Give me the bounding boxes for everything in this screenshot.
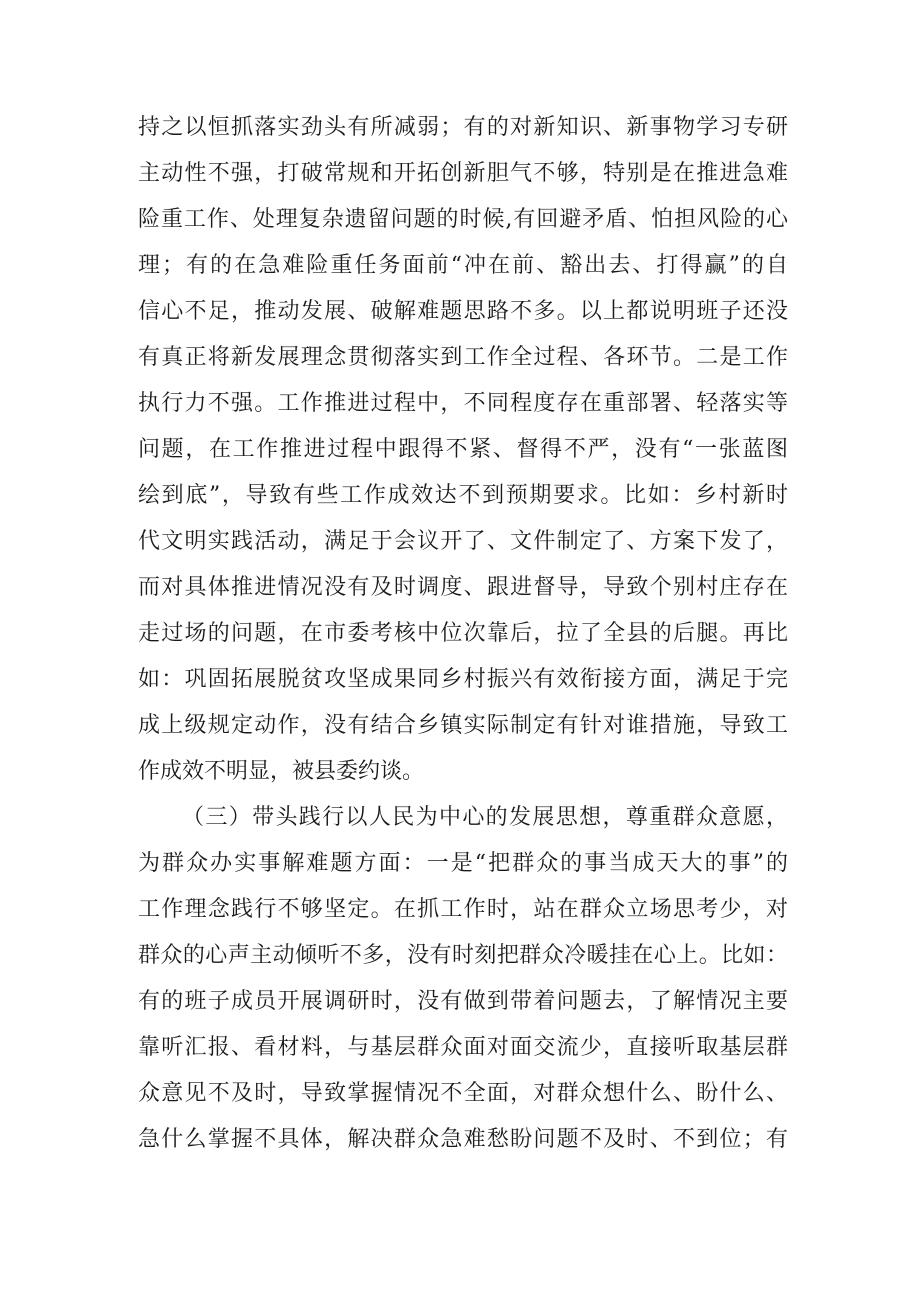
text-line: 信心不足，推动发展、破解难题思路不多。以上都说明班子还没 [138,299,788,324]
text-line: 代文明实践活动，满足于会议开了、文件制定了、方案下发了， [138,529,788,554]
text-line: 而对具体推进情况没有及时调度、跟进督导，导致个别村庄存在 [138,575,788,600]
text-line: 问题，在工作推进过程中跟得不紧、督得不严，没有“一张蓝图 [138,437,788,462]
text-line: 作成效不明显，被县委约谈。 [138,759,425,784]
text-line: 群众的心声主动倾听不多，没有时刻把群众冷暖挂在心上。比如： [138,943,788,968]
text-line: 如：巩固拓展脱贫攻坚成果同乡村振兴有效衔接方面，满足于完 [138,667,788,692]
text-line: 险重工作、处理复杂遗留问题的时候,有回避矛盾、怕担风险的心 [138,207,788,232]
text-line: 急什么掌握不具体，解决群众急难愁盼问题不及时、不到位；有 [138,1127,788,1152]
text-line: 靠听汇报、看材料，与基层群众面对面交流少，直接听取基层群 [138,1035,788,1060]
text-line: 理；有的在急难险重任务面前“冲在前、豁出去、打得赢”的自 [138,253,788,278]
text-line: （三）带头践行以人民为中心的发展思想，尊重群众意愿， [182,805,788,830]
paragraph-1 [138,105,788,795]
text-line: 执行力不强。工作推进过程中，不同程度存在重部署、轻落实等 [138,391,788,416]
text-line: 走过场的问题，在市委考核中位次靠后，拉了全县的后腿。再比 [138,621,788,646]
text-line: 有真正将新发展理念贯彻落实到工作全过程、各环节。二是工作 [138,345,788,370]
text-line: 主动性不强，打破常规和开拓创新胆气不够，特别是在推进急难 [138,161,788,186]
text-line: 绘到底”，导致有些工作成效达不到预期要求。比如：乡村新时 [138,483,788,508]
body-text [138,105,788,1163]
text-line: 为群众办实事解难题方面：一是“把群众的事当成天大的事”的 [138,851,788,876]
text-line: 持之以恒抓落实劲头有所减弱；有的对新知识、新事物学习专研 [138,115,788,140]
text-line: 工作理念践行不够坚定。在抓工作时，站在群众立场思考少，对 [138,897,788,922]
text-line: 有的班子成员开展调研时，没有做到带着问题去，了解情况主要 [138,989,788,1014]
text-line: 成上级规定动作，没有结合乡镇实际制定有针对谁措施，导致工 [138,713,788,738]
paragraph-2 [138,795,788,1163]
text-line: 众意见不及时，导致掌握情况不全面，对群众想什么、盼什么、 [138,1081,788,1106]
